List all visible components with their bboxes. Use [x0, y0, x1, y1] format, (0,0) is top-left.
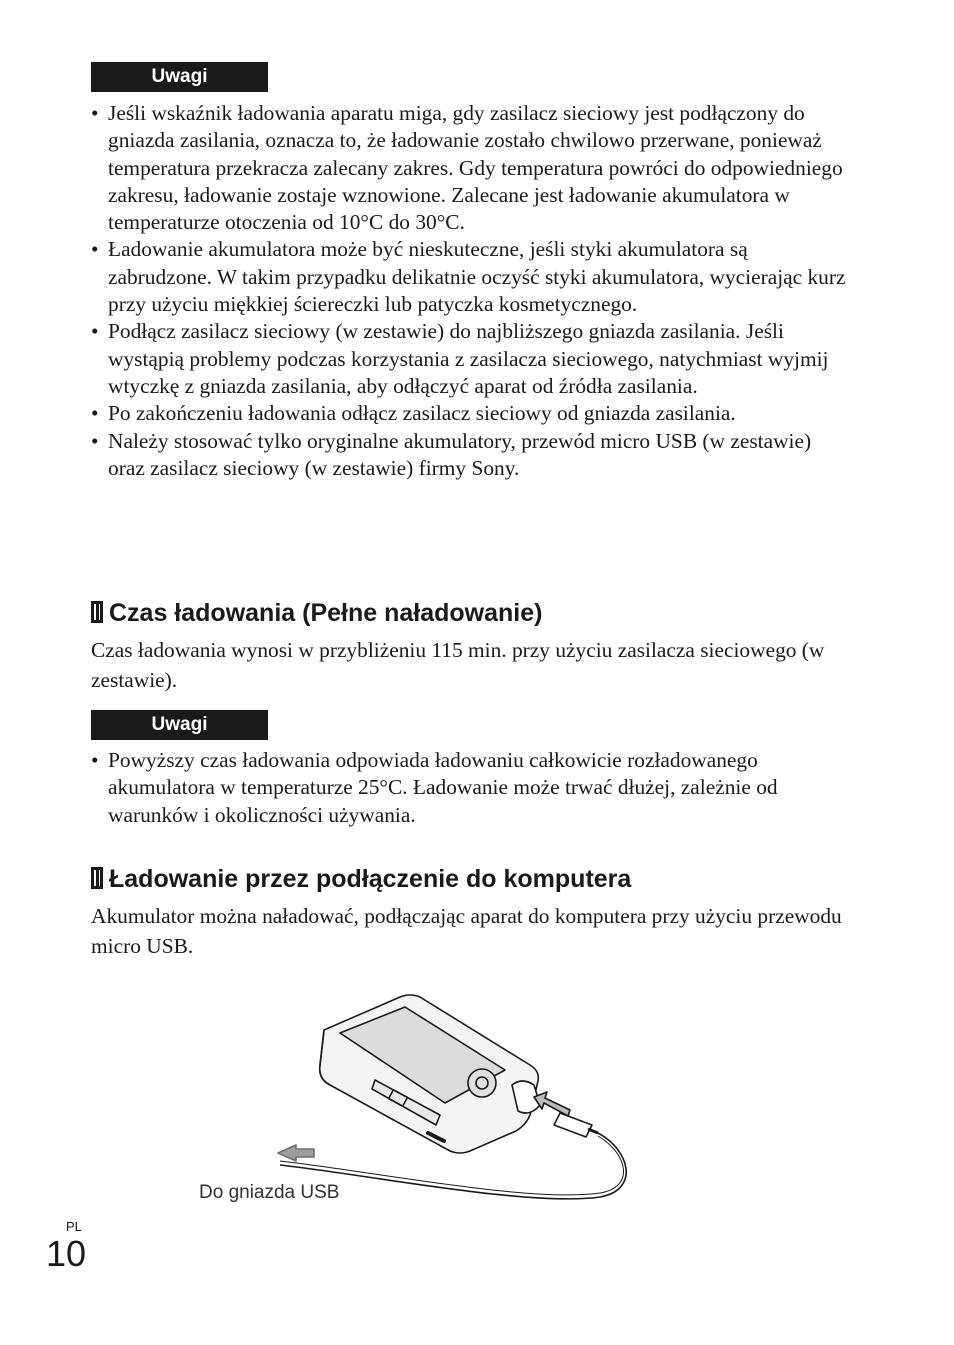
micro-usb-plug-icon: [554, 1113, 592, 1137]
notes-label: Uwagi: [91, 62, 268, 92]
direction-arrow-icon: [278, 1145, 314, 1161]
notes-list: [91, 100, 851, 482]
list-item: • Należy stosować tylko oryginalne akumulatory, przewód micro USB (w zestawie) oraz zasilacz sieciowy (w zestawie) firmy Sony.: [91, 428, 851, 483]
list-item: • Podłącz zasilacz sieciowy (w zestawie) do najbliższego gniazda zasilania. Jeśli wystąpią problemy podczas korzystania z zasilacza sieciowego, natychmiast wyjmij wtyczkę z gniazda zasilania, aby odłączyć aparat od źródła zasilania.: [91, 318, 851, 400]
heading-text: Ładowanie przez podłączenie do komputera: [109, 865, 632, 893]
charging-time-paragraph: Czas ładowania wynosi w przybliżeniu 115 min. przy użyciu zasilacza sieciowego (w zestawie).: [91, 638, 825, 692]
camera-usb-illustration: [200, 985, 660, 1215]
notes-label: Uwagi: [91, 710, 268, 740]
list-item: • Jeśli wskaźnik ładowania aparatu miga, gdy zasilacz sieciowy jest podłączony do gniazda zasilania, oznacza to, że ładowanie zostało chwilowo przerwane, ponieważ temperatura przekracza zalecany zakres. Gdy temperatura powróci do odpowiedniego zakresu, ładowanie zostaje wznowione. Zalecane jest ładowanie akumulatora w temperaturze otoczenia od 10°C do 30°C.: [91, 100, 851, 236]
heading-text: Czas ładowania (Pełne naładowanie): [109, 599, 543, 627]
section-heading-computer-charging: [91, 864, 631, 894]
list-item: • Po zakończeniu ładowania odłącz zasilacz sieciowy od gniazda zasilania.: [91, 400, 851, 427]
figure-caption: Do gniazda USB: [199, 1182, 340, 1203]
notes-list: [91, 747, 851, 829]
list-item: • Powyższy czas ładowania odpowiada ładowaniu całkowicie rozładowanego akumulatora w temperaturze 25°C. Ładowanie może trwać dłużej, zależnie od warunków i okoliczności używania.: [91, 747, 851, 829]
heading-marker-icon: [91, 601, 103, 623]
page-number: 10: [46, 1233, 87, 1274]
camera-control-dial-icon: [468, 1069, 496, 1097]
heading-marker-icon: [91, 867, 103, 889]
insert-arrow-icon: [534, 1092, 570, 1116]
section-heading-charging-time: [91, 598, 542, 628]
list-item: • Ładowanie akumulatora może być nieskuteczne, jeśli styki akumulatora są zabrudzone. W takim przypadku delikatnie oczyść styki akumulatora, wycierając kurz przy użyciu miękkiej ściereczki lub patyczka kosmetycznego.: [91, 236, 851, 318]
computer-charging-paragraph: Akumulator można naładować, podłączając aparat do komputera przy użyciu przewodu micro USB.: [91, 904, 842, 958]
language-code: PL: [66, 1219, 82, 1234]
